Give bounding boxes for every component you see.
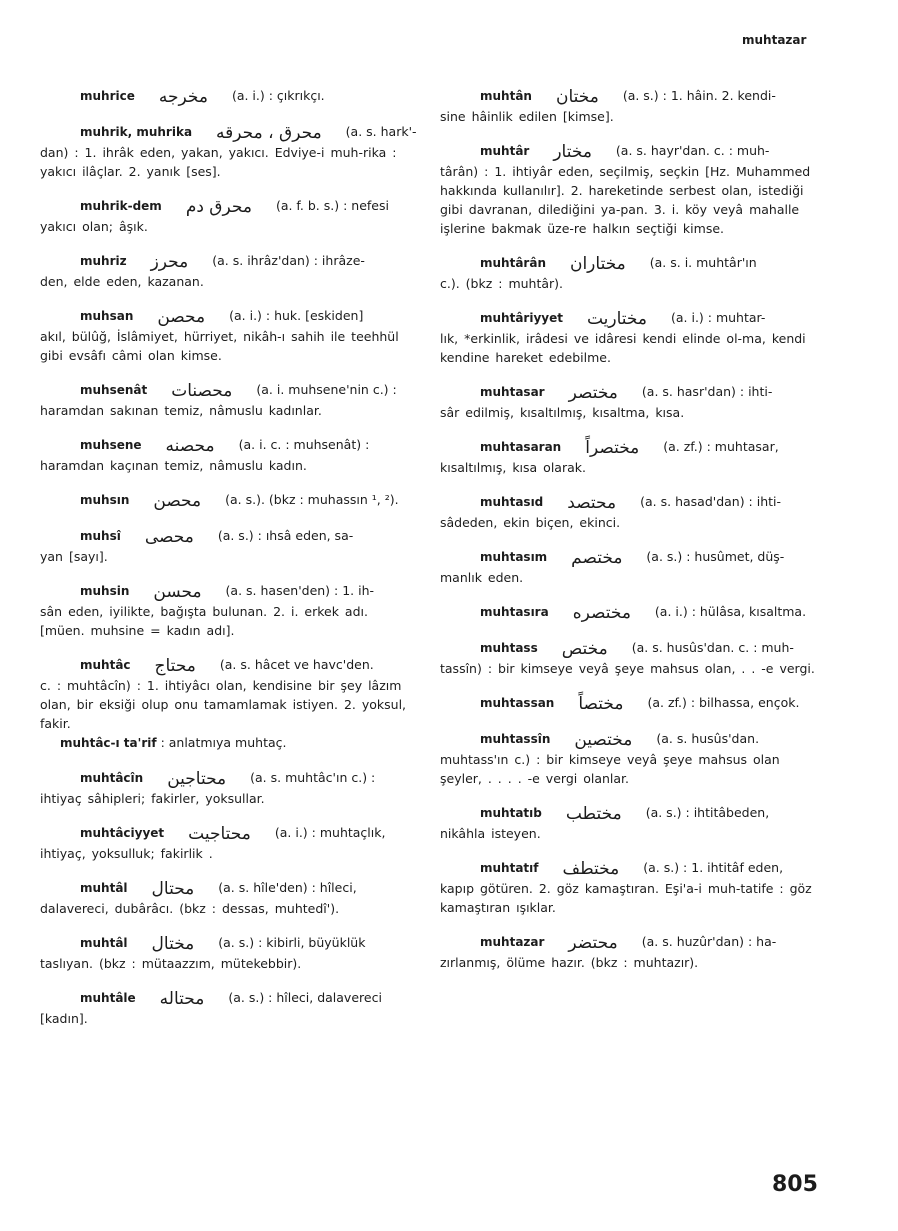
entry-grammar: (a. s. huzûr'dan) : ha- — [641, 934, 777, 949]
entry-headword: muhtasım — [480, 550, 548, 564]
entry-arabic: مختطف — [562, 859, 620, 879]
entry-headword: muhtasıra — [480, 605, 549, 619]
dictionary-entry — [40, 526, 418, 566]
dictionary-entry — [440, 638, 820, 678]
entry-headword: muhtâl — [80, 936, 128, 950]
entry-definition: c.). (bkz : muhtâr). — [440, 276, 564, 291]
entry-grammar: (a. s. muhtâc'ın c.) : — [250, 770, 376, 785]
entry-grammar: (a. s.) : kibirli, büyüklük — [218, 935, 366, 950]
dictionary-entry — [440, 602, 820, 623]
entry-arabic: مختصراً — [585, 438, 640, 458]
entry-definition: akıl, bülûğ, İslâmiyet, hürriyet, nikâh-ı sahih ile teehhül gibi evsâfı câmi olan kimse. — [40, 329, 399, 363]
entry-grammar: (a. s. hasen'den) : 1. ih- — [225, 583, 375, 598]
entry-arabic: مختار — [553, 142, 592, 162]
dictionary-entry — [440, 932, 820, 972]
entry-headword: muhtatıf — [480, 861, 539, 875]
entry-headword: muhsın — [80, 493, 130, 507]
entry-grammar: (a. f. b. s.) : nefesi — [275, 198, 389, 213]
entry-definition: tassîn) : bir kimseye veyâ şeye mahsus olan, . . -e vergi. — [440, 661, 815, 676]
dictionary-entry — [440, 803, 820, 843]
entry-headword: muhsene — [80, 438, 142, 452]
sub-entry-headword: muhtâc-ı ta'rif — [60, 736, 157, 750]
entry-arabic: مختان — [555, 87, 599, 107]
entry-definition: târân) : 1. ihtiyâr eden, seçilmiş, seçkin [Hz. Muhammed hakkında kullanılır]. 2. hareketinde serbest olan, istediği gibi davranan, dilediğini ya-pan. 3. i. köy veyâ mahalle işlerine bakmak üze-re halkın seçtiği kimse. — [440, 164, 811, 236]
entry-headword: muhsin — [80, 584, 130, 598]
left-column — [40, 86, 418, 1043]
entry-grammar: (a. s. hâcet ve havc'den. — [219, 657, 374, 672]
dictionary-entry — [440, 253, 820, 293]
dictionary-entry — [440, 858, 820, 917]
dictionary-entry — [40, 581, 418, 640]
dictionary-entry — [440, 308, 820, 367]
entry-arabic: محصنات — [171, 381, 233, 401]
entry-grammar: (a. i.) : muhtar- — [670, 310, 766, 325]
entry-arabic: مختال — [151, 934, 195, 954]
entry-headword: muhtâciyyet — [80, 826, 165, 840]
entry-definition: ihtiyaç sâhipleri; fakirler, yoksullar. — [40, 791, 265, 806]
dictionary-entry — [440, 693, 820, 714]
entry-arabic: مختصين — [574, 730, 633, 750]
entry-definition: manlık eden. — [440, 570, 524, 585]
entry-grammar: (a. s. husûs'dan. — [656, 731, 760, 746]
entry-arabic: محرق ، محرقه — [216, 123, 322, 143]
entry-grammar: (a. s.) : husûmet, düş- — [646, 549, 785, 564]
dictionary-entry — [40, 655, 418, 753]
entry-arabic: محتال — [151, 879, 195, 899]
dictionary-entry — [40, 306, 418, 365]
right-column — [440, 86, 820, 987]
entry-grammar: (a. s.) : ıhsâ eden, sa- — [217, 528, 354, 543]
entry-arabic: محرق دم — [185, 197, 252, 217]
sub-entry-definition: : anlatmıya muhtaç. — [160, 735, 287, 750]
dictionary-entry — [40, 933, 418, 973]
dictionary-entry — [40, 490, 418, 511]
entry-headword: muhtasaran — [480, 440, 562, 454]
entry-arabic: محتاله — [159, 989, 205, 1009]
entry-arabic: محصن — [157, 307, 206, 327]
entry-arabic: محصن — [153, 491, 202, 511]
entry-headword: muhtâr — [480, 144, 530, 158]
entry-definition: ihtiyaç, yoksulluk; fakirlik . — [40, 846, 213, 861]
entry-headword: muhrik, muhrika — [80, 125, 193, 139]
entry-grammar: (a. s.) : hîleci, dalavereci — [228, 990, 382, 1005]
dictionary-entry — [40, 435, 418, 475]
entry-arabic: مختاريت — [586, 309, 647, 329]
entry-definition: muhtass'ın c.) : bir kimseye veyâ şeye mahsus olan şeyler, . . . . -e vergi olanlar. — [440, 752, 780, 786]
dictionary-entry — [440, 492, 820, 532]
entry-definition: lık, *erkinlik, irâdesi ve idâresi kendi elinde ol-ma, kendi kendine hareket edebilme. — [440, 331, 806, 365]
dictionary-entry — [440, 141, 820, 238]
dictionary-entry — [440, 547, 820, 587]
entry-grammar: (a. i. c. : muhsenât) : — [238, 437, 370, 452]
entry-definition: haramdan kaçınan temiz, nâmuslu kadın. — [40, 458, 307, 473]
entry-definition: dan) : 1. ihrâk eden, yakan, yakıcı. Edviye-i muh-rika : yakıcı ilâçlar. 2. yanık [ses]. — [40, 145, 397, 179]
entry-arabic: محتاج — [154, 656, 196, 676]
dictionary-entry — [440, 437, 820, 477]
entry-headword: muhtasar — [480, 385, 545, 399]
entry-headword: muhriz — [80, 254, 127, 268]
running-header: muhtazar — [742, 33, 807, 47]
entry-arabic: محتصد — [567, 493, 617, 513]
sub-entry — [40, 733, 418, 753]
entry-headword: muhtâriyyet — [480, 311, 563, 325]
page-number: 805 — [772, 1172, 818, 1197]
entry-arabic: محسن — [153, 582, 202, 602]
entry-grammar: (a. zf.) : muhtasar, — [663, 439, 779, 454]
entry-definition: [kadın]. — [40, 1011, 88, 1026]
entry-grammar: (a. s. hayr'dan. c. : muh- — [615, 143, 770, 158]
dictionary-entry — [440, 86, 820, 126]
entry-grammar: (a. s. hark'- — [345, 124, 417, 139]
dictionary-entry — [40, 122, 418, 181]
entry-headword: muhtazar — [480, 935, 545, 949]
entry-definition: kapıp götüren. 2. göz kamaştıran. Eşi'a-i muh-tatife : göz kamaştıran ışıklar. — [440, 881, 812, 915]
entry-grammar: (a. s. i. muhtâr'ın — [649, 255, 757, 270]
entry-definition: nikâhla isteyen. — [440, 826, 541, 841]
entry-definition: zırlanmış, ölüme hazır. (bkz : muhtazır). — [440, 955, 699, 970]
entry-grammar: (a. s.) : ihtitâbeden, — [645, 805, 770, 820]
entry-definition: sine hâinlik edilen [kimse]. — [440, 109, 614, 124]
dictionary-entry — [40, 988, 418, 1028]
entry-headword: muhsenât — [80, 383, 148, 397]
entry-headword: muhtâcîn — [80, 771, 144, 785]
entry-headword: muhsan — [80, 309, 134, 323]
entry-definition: sâdeden, ekin biçen, ekinci. — [440, 515, 621, 530]
entry-arabic: محرز — [150, 252, 189, 272]
entry-headword: muhtâl — [80, 881, 128, 895]
entry-arabic: مختصر — [568, 383, 618, 403]
entry-grammar: (a. s. hasad'dan) : ihti- — [640, 494, 782, 509]
entry-definition: kısaltılmış, kısa olarak. — [440, 460, 586, 475]
entry-definition: sân eden, iyilikte, bağışta bulunan. 2. i. erkek adı. [müen. muhsine = kadın adı]. — [40, 604, 368, 638]
dictionary-entry — [40, 86, 418, 107]
entry-arabic: محتاجين — [167, 769, 227, 789]
entry-grammar: (a. s.) : 1. ihtitâf eden, — [643, 860, 784, 875]
entry-arabic: مختصاً — [578, 694, 624, 714]
entry-definition: yakıcı olan; âşık. — [40, 219, 148, 234]
entry-grammar: (a. zf.) : bilhassa, ençok. — [647, 695, 800, 710]
entry-headword: muhrice — [80, 89, 135, 103]
entry-definition: taslıyan. (bkz : mütaazzım, mütekebbir). — [40, 956, 302, 971]
dictionary-entry — [40, 878, 418, 918]
entry-arabic: مخرجه — [158, 87, 208, 107]
entry-arabic: مختاران — [569, 254, 626, 274]
entry-arabic: مختص — [561, 639, 608, 659]
entry-arabic: مختطب — [565, 804, 622, 824]
entry-grammar: (a. i.) : hülâsa, kısaltma. — [654, 604, 807, 619]
dictionary-entry — [40, 380, 418, 420]
entry-definition: haramdan sakınan temiz, nâmuslu kadınlar. — [40, 403, 322, 418]
dictionary-entry — [40, 196, 418, 236]
entry-definition: den, elde eden, kazanan. — [40, 274, 204, 289]
dictionary-entry — [440, 382, 820, 422]
entry-headword: muhrik-dem — [80, 199, 162, 213]
entry-headword: muhtâle — [80, 991, 136, 1005]
entry-headword: muhsî — [80, 529, 121, 543]
entry-grammar: (a. i.) : huk. [eskiden] — [229, 308, 364, 323]
entry-headword: muhtâc — [80, 658, 131, 672]
entry-grammar: (a. s.). (bkz : muhassın ¹, ²). — [225, 492, 399, 507]
entry-headword: muhtass — [480, 641, 538, 655]
entry-arabic: مختصره — [572, 603, 631, 623]
entry-headword: muhtassan — [480, 696, 555, 710]
entry-definition: sâr edilmiş, kısaltılmış, kısaltma, kısa. — [440, 405, 685, 420]
entry-grammar: (a. s.) : 1. hâin. 2. kendi- — [622, 88, 776, 103]
entry-arabic: محصنه — [165, 436, 215, 456]
entry-definition: c. : muhtâcîn) : 1. ihtiyâcı olan, kendisine bir şey lâzım olan, bir eksiği olup onu tamamlamak istiyen. 2. yoksul, fakir. — [40, 678, 407, 731]
entry-grammar: (a. s. hasr'dan) : ihti- — [641, 384, 773, 399]
entry-grammar: (a. i.) : muhtaçlık, — [274, 825, 386, 840]
dictionary-entry — [40, 823, 418, 863]
entry-arabic: مختصم — [571, 548, 623, 568]
entry-grammar: (a. i. muhsene'nin c.) : — [256, 382, 397, 397]
entry-headword: muhtassîn — [480, 732, 551, 746]
entry-headword: muhtatıb — [480, 806, 542, 820]
entry-definition: dalavereci, dubârâcı. (bkz : dessas, muhtedî'). — [40, 901, 340, 916]
entry-headword: muhtasıd — [480, 495, 544, 509]
entry-grammar: (a. i.) : çıkrıkçı. — [231, 88, 325, 103]
dictionary-entry — [40, 768, 418, 808]
entry-definition: yan [sayı]. — [40, 549, 108, 564]
dictionary-entry — [440, 729, 820, 788]
entry-headword: muhtârân — [480, 256, 546, 270]
entry-arabic: محتضر — [568, 933, 618, 953]
entry-grammar: (a. s. ihrâz'dan) : ihrâze- — [212, 253, 365, 268]
entry-headword: muhtân — [480, 89, 532, 103]
dictionary-entry — [40, 251, 418, 291]
entry-arabic: محتاجيت — [188, 824, 251, 844]
entry-arabic: محصى — [144, 527, 194, 547]
entry-grammar: (a. s. husûs'dan. c. : muh- — [631, 640, 794, 655]
entry-grammar: (a. s. hîle'den) : hîleci, — [218, 880, 357, 895]
